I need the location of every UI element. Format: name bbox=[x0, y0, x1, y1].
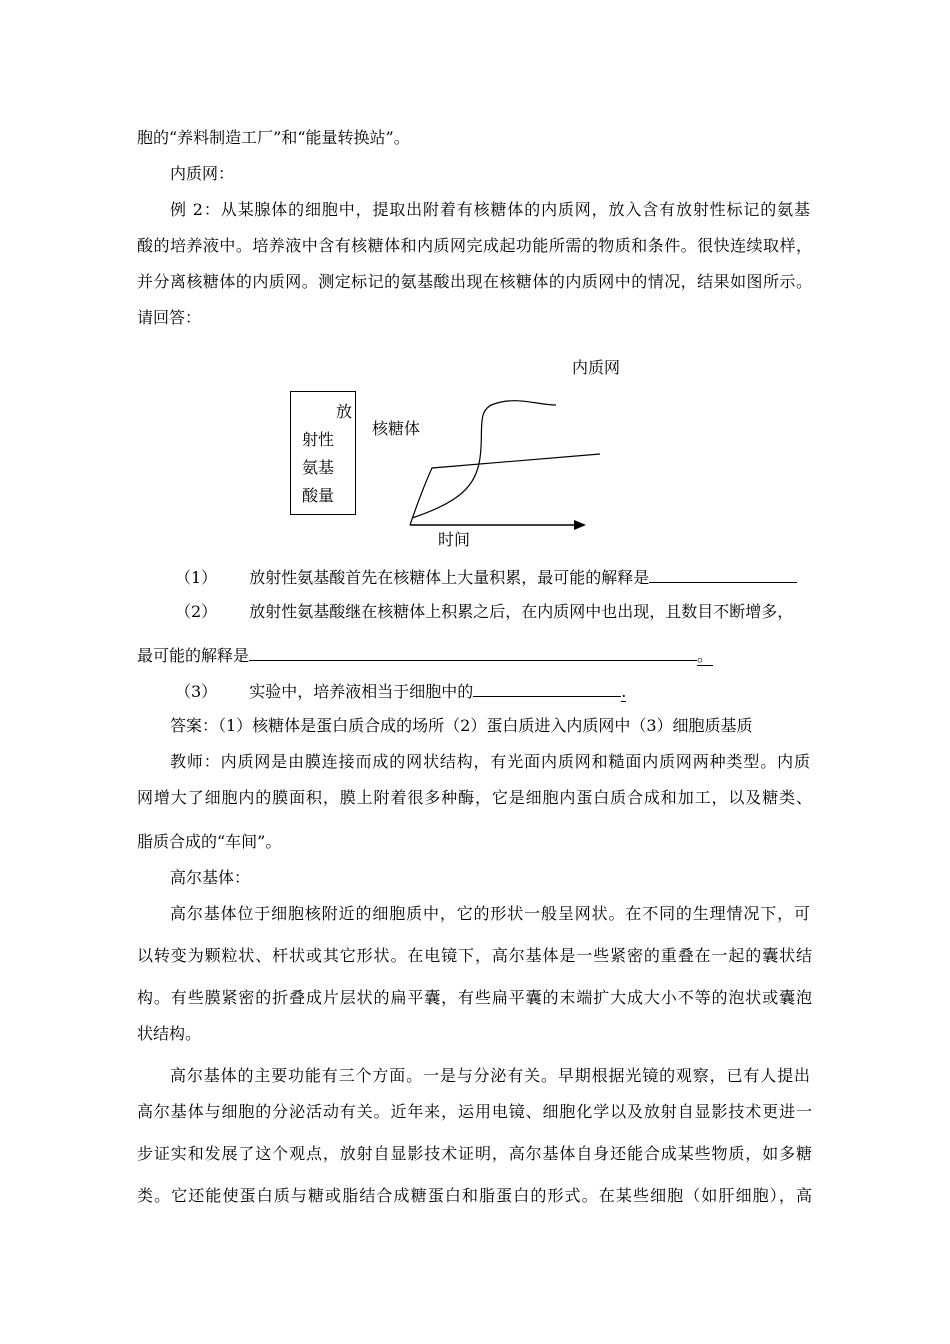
paragraph-line: 请回答： bbox=[137, 308, 202, 327]
y-axis-label-line: 射性 bbox=[302, 430, 335, 449]
y-axis-label-line: 放 bbox=[336, 402, 353, 421]
golgi-line: 状结构。 bbox=[137, 1024, 202, 1043]
question-number: （1） bbox=[175, 568, 218, 587]
golgi-line: 高尔基体的主要功能有三个方面。一是与分泌有关。早期根据光镜的观察，已有人提出 bbox=[170, 1066, 810, 1085]
x-axis-label: 时间 bbox=[438, 530, 471, 549]
question-end-mark: 。 bbox=[697, 646, 714, 665]
golgi-line: 构。有些膜紧密的折叠成片层状的扁平囊，有些扁平囊的末端扩大成大小不等的泡状或囊泡 bbox=[137, 988, 812, 1007]
golgi-line: 类。它还能使蛋白质与糖或脂结合成糖蛋白和脂蛋白的形式。在某些细胞（如肝细胞），高 bbox=[137, 1186, 812, 1205]
paragraph-line: 例 2：从某腺体的细胞中，提取出附着有核糖体的内质网，放入含有放射性标记的氨基 bbox=[170, 200, 810, 219]
y-axis-label-line: 氨基 bbox=[302, 458, 335, 477]
y-axis-label-line: 酸量 bbox=[302, 486, 335, 505]
ribosome-curve bbox=[410, 454, 600, 525]
question-number: （2） bbox=[175, 602, 218, 621]
answer-blank-2[interactable] bbox=[249, 644, 697, 661]
section-heading-er: 内质网： bbox=[170, 164, 235, 183]
question-1 bbox=[175, 566, 797, 588]
teacher-line: 网增大了细胞内的膜面积，膜上附着很多种酶，它是细胞内蛋白质合成和加工，以及糖类、 bbox=[137, 788, 812, 807]
paragraph-line: 胞的“养料制造工厂”和“能量转换站”。 bbox=[137, 128, 410, 147]
answer-line: 答案：（1）核糖体是蛋白质合成的场所（2）蛋白质进入内质网中（3）细胞质基质 bbox=[170, 716, 753, 735]
question-text: 放射性氨基酸继在核糖体上积累之后，在内质网中也出现，且数目不断增多， bbox=[249, 602, 794, 621]
curves-plot bbox=[280, 350, 640, 550]
teacher-line: 教师：内质网是由膜连接而成的网状结构，有光面内质网和糙面内质网两种类型。内质 bbox=[170, 752, 810, 771]
question-number: （3） bbox=[175, 682, 218, 701]
teacher-line: 脂质合成的“车间”。 bbox=[137, 832, 282, 851]
experiment-figure bbox=[280, 350, 640, 550]
answer-blank-1[interactable] bbox=[649, 566, 797, 583]
question-2 bbox=[175, 602, 793, 622]
question-end-mark: . bbox=[621, 682, 627, 701]
curve-label-er: 内质网 bbox=[572, 358, 621, 377]
answer-blank-3[interactable] bbox=[473, 680, 621, 697]
golgi-line: 步证实和发展了这个观点，放射自显影技术证明，高尔基体自身还能合成某些物质，如多糖 bbox=[137, 1144, 812, 1163]
x-axis-arrow bbox=[574, 520, 586, 530]
curve-label-ribosome: 核糖体 bbox=[372, 419, 421, 438]
question-text: 放射性氨基酸首先在核糖体上大量积累，最可能的解释是 bbox=[249, 568, 650, 587]
golgi-line: 高尔基体与细胞的分泌活动有关。近年来，运用电镜、细胞化学以及放射自显影技术更进一 bbox=[137, 1102, 812, 1121]
question-text: 实验中，培养液相当于细胞中的 bbox=[249, 682, 474, 701]
section-heading-golgi: 高尔基体： bbox=[170, 868, 251, 887]
golgi-line: 以转变为颗粒状、杆状或其它形状。在电镜下，高尔基体是一些紧密的重叠在一起的囊状结 bbox=[137, 946, 812, 965]
paragraph-line: 酸的培养液中。培养液中含有核糖体和内质网完成起功能所需的物质和条件。很快连续取样， bbox=[137, 236, 812, 255]
question-3 bbox=[175, 680, 626, 702]
golgi-line: 高尔基体位于细胞核附近的细胞质中，它的形状一般呈网状。在不同的生理情况下，可 bbox=[170, 904, 810, 923]
question-text: 最可能的解释是 bbox=[137, 646, 250, 665]
question-2-cont bbox=[137, 644, 713, 666]
paragraph-line: 并分离核糖体的内质网。测定标记的氨基酸出现在核糖体的内质网中的情况，结果如图所示。 bbox=[137, 272, 812, 291]
